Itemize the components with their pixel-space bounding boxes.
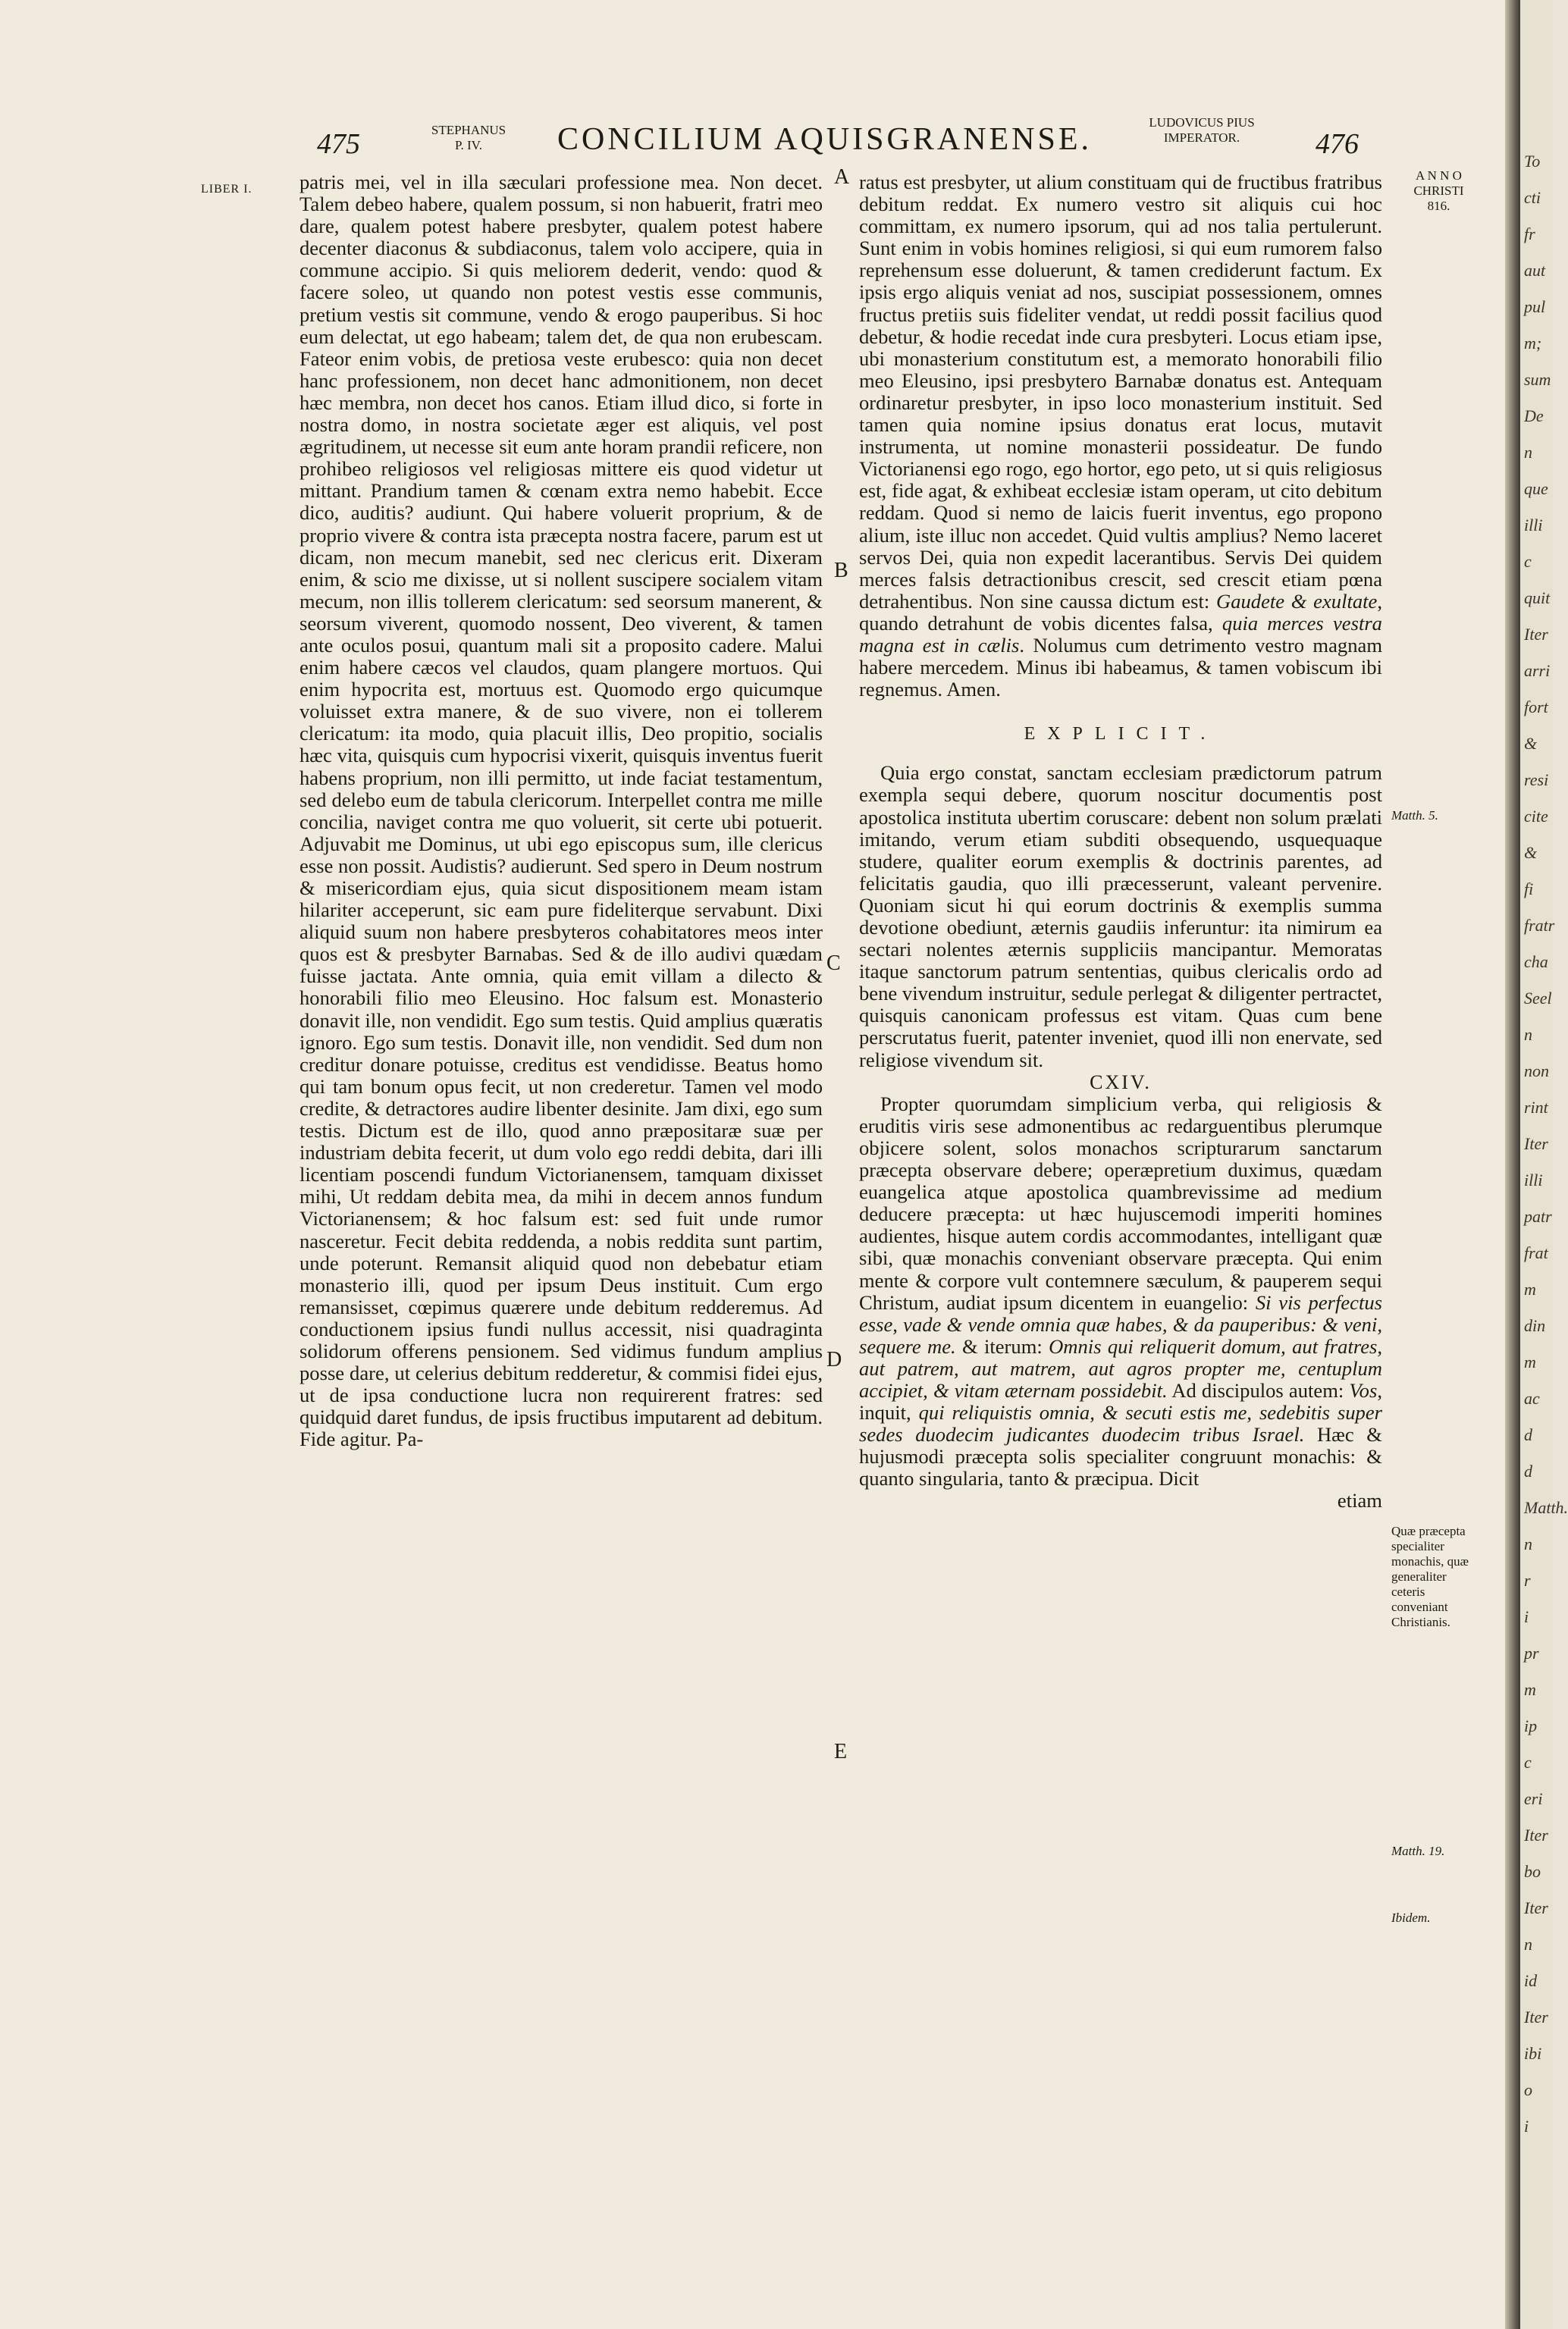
margin-note-ibidem: Ibidem. xyxy=(1391,1911,1431,1925)
section-letter-a: A xyxy=(834,165,850,189)
left-column-text: patris mei, vel in illa sæculari professione mea. Non decet. Talem debeo habere, qualem possum, si non habuerit, fratri meo dare, qualem potest habere presbyter, qualem potest habere decenter diaconus & subdiaconus, talem volo accipere, quia in commune accipio. Si quis meliorem dederit, vendo: quod & facere soleo, ut quando non potest vestis esse communis, pretium vestis sit commune, vendo & erogo pauperibus. Si hoc eum delectat, ut ego habeam; talem det, de qua non erubescam. Fateor enim vobis, de pretiosa veste erubesco: quia non decet hanc professionem, non decet hanc admonitionem, non decet hæc membra, non decet hos canos. Etiam illud dico, si forte in nostra domo, in nostra societate æger est aliquis, vel post ægritudinem, ut necesse sit eum ante horam prandii reficere, non prohibeo religiosos vel religiosas mittere eis quod videtur ut mittant. Prandium tamen & cœnam extra nemo habebit. Ecce dico, auditis? audiunt. Qui habere voluerit proprium, & de proprio vivere & contra ista præcepta nostra facere, parum est ut dicam, non mecum manebit, sed nec clericus erit. Dixeram enim, & scio me dixisse, ut si nollent suscipere socialem vitam mecum, non illis tollerem clericatum: sed seorsum manerent, & seorsum viverent, quomodo nossent, Deo viverent, & tamen ante oculos posui, quantum mali sit a proposito cadere. Malui enim habere cæcos vel claudos, quam plangere mortuos. Qui enim hypocrita est, mortuus est. Quomodo ergo quicumque voluisset extra manere, & de suo vivere, non ei tollerem clericatum: ita modo, quia placuit illis, Deo propitio, socialis hæc vita, quisquis cum hypocrisi vixerit, quisquis inventus fuerit habens proprium, non illi permitto, ut inde faciat testamentum, sed delebo eum de tabula clericorum. Interpellet contra me mille concilia, naviget contra me quo voluerit, sit certe ubi potuerit. Adjuvabit me Dominus, ut ubi ego episcopus sum, ille clericus esse non possit. Audistis? audierunt. Sed spero in Deum nostrum & misericordiam ejus, quia sicut dispositionem meam istam hilariter acceperunt, sic eam pure fideliterque servabunt. Dixi aliquid suum non habere presbyteros cohabitatores meos inter quos est & presbyter Barnabas. Sed & de illo audivi quædam fuisse jactata. Ante omnia, quia emit villam a dilecto & honorabili filio meo Eleusino. Hoc falsum est. Monasterio donavit ille, non vendidit. Ego sum testis. Quid amplius quæratis ignoro. Ego sum testis. Donavit ille, non vendidit. Sed dum non creditur donare potuisse, creditus est vendidisse. Beatus homo qui tam bonum opus fecit, ut non crederetur. Tamen vel modo credite, & detractores audire libenter desinite. Jam dixi, ego sum testis. Dictum est de illo, quod anno præpositaræ suæ per industriam debita fecerit, ut dum volo ego reddi debita, dari illi licentiam poscendi fundum Victorianensem, tamquam dixisset mihi, Ut reddam debita mea, da mihi in decem annos fundum Victorianensem; & hoc falsum est: sed fuit unde rumor nasceretur. Fecit debita reddenda, a nobis reddita sunt partim, unde poterunt. Remansit aliquid quod non debebatur etiam monasterio illi, quod per ipsum Deus instituit. Cum ergo remansisset, cœpimus quærere unde debitum redderemus. Ad conductionem ipsius fundi nullus accessit, nisi quadraginta solidorum offerens pensionem. Sed vidimus fundum amplius posse dare, ut celerius debitum redderetur, & commisi fidei ejus, ut de ipsa conductione lucra non requirerent fratres: sed quidquid daret fundus, de ipsis fructibus imputarent ad debitum. Fide agitur. Pa- xyxy=(299,171,823,1451)
margin-note-praecepta: Quæ præcepta specialiter monachis, quæ generaliter ceteris conveniant Christianis. xyxy=(1391,1524,1469,1629)
page-number-right: 476 xyxy=(1316,128,1359,160)
next-page-fragment: cite xyxy=(1524,807,1548,826)
next-page-fragment: sum xyxy=(1524,370,1551,389)
margin-year: A N N O CHRISTI 816. xyxy=(1413,168,1464,213)
next-page-fragment: d xyxy=(1524,1462,1532,1481)
next-page-fragment: aut xyxy=(1524,261,1546,280)
next-page-fragment: quit xyxy=(1524,588,1551,607)
next-page-fragment: fort xyxy=(1524,697,1548,716)
next-page-fragment: din xyxy=(1524,1316,1546,1335)
next-page-fragment: pr xyxy=(1524,1644,1539,1663)
quote-merces: quia merces vestra magna est in cælis xyxy=(859,611,1382,657)
next-page-fragment: Matth. xyxy=(1524,1498,1568,1517)
next-page-fragment: arri xyxy=(1524,661,1551,680)
next-page-fragment: illi xyxy=(1524,516,1543,534)
next-page-fragment: n xyxy=(1524,1025,1532,1044)
running-head-left: STEPHANUS P. IV. xyxy=(431,123,506,152)
section-letter-b: B xyxy=(834,559,848,582)
next-page-fragment: c xyxy=(1524,552,1532,571)
next-page-fragment: patr xyxy=(1524,1207,1552,1226)
next-page-fragment: c xyxy=(1524,1753,1532,1772)
next-page-fragment: & xyxy=(1524,734,1538,753)
next-page-fragment: bo xyxy=(1524,1862,1541,1881)
next-page-fragment: o xyxy=(1524,2080,1532,2099)
paragraph-propter: Propter quorumdam simplicium verba, qui religiosis & eruditis viris sese admonentibus ac redarguentibus plerumque objicere solent, solos monachos scripturarum sanctarum præcepta observare debere; operæpretium duximus, quædam euangelica atque apostolica quambrevissime ad medium deducere præcepta: ut hæc hujuscemodi imperiti homines audientes, hisque autem cordis accommodantes, intelligant quæ sibi, quæ monachis conveniant observare præcepta. Qui enim mente & corpore vult contemnere sæculum, & pauperem sequi Christum, audiat ipsum dicentem in euangelio: Si vis perfectus esse, vade & vende omnia quæ habes, & da pauperibus: & veni, sequere me. & iterum: Omnis qui reliquerit domum, aut fratres, aut patrem, aut matrem, aut agros propter me, centuplum accipiet, & vitam æternam possidebit. Ad discipulos autem: Vos, inquit, qui reliquistis omnia, & secuti estis me, sedebitis super sedes duodecim judicantes duodecim tribus Israel. Hæc & hujusmodi præcepta solis specialiter congruunt monachis: & quanto singularia, tanto & præcipua. Dicit xyxy=(859,1092,1383,1490)
next-page-fragment: m; xyxy=(1524,334,1542,353)
paragraph-quia-ergo: Quia ergo constat, sanctam ecclesiam prædictorum patrum exempla sequi debere, quorum noscitur documentis post apostolica instituta ubertim coruscare: debent non solum prælati imitando, verum etiam subditi obsequendo, usquequaque studere, qualiter eorum exemplis & doctrinis parentes, ad felicitatis gaudia, quo illi præcesserunt, valeant pervenire. Quoniam sicut hi qui eorum doctrinis & exemplis summa devotione obediunt, æternis gaudiis inferuntur: ita nimirum ea sectari nolentes æternis suppliciis mancipantur. Memoratas itaque sanctorum patrum sententias, quibus clericalis ordo ad bene vivendum instruitur, sedule perlegat & diligenter pertractet, quisquis canonicam professus est vitam. Quas cum bene perscrutatus fuerit, patenter inveniet, quod illi non enervate, sed religiose vivendum sit. xyxy=(859,761,1382,1071)
left-column xyxy=(299,171,823,1450)
margin-note-matth19: Matth. 19. xyxy=(1391,1844,1445,1858)
book-gutter xyxy=(1505,0,1520,2329)
next-page-fragment: De xyxy=(1524,406,1544,425)
right-column xyxy=(859,171,1382,1512)
next-page-fragment: Iter xyxy=(1524,625,1548,644)
next-page-fragment: ip xyxy=(1524,1716,1538,1735)
next-page-fragment: m xyxy=(1524,1280,1536,1299)
margin-liber: LIBER I. xyxy=(201,183,252,196)
next-page-fragment: frat xyxy=(1524,1243,1548,1262)
next-page-fragment: n xyxy=(1524,1534,1532,1553)
next-page-fragment: non xyxy=(1524,1061,1549,1080)
chapter-heading: CXIV. xyxy=(1090,1070,1152,1093)
page-title: CONCILIUM AQUISGRANENSE. xyxy=(557,122,1093,157)
section-letter-d: D xyxy=(826,1348,842,1371)
margin-note-matth5: Matth. 5. xyxy=(1391,808,1438,823)
next-page-fragment: ac xyxy=(1524,1389,1540,1408)
next-page-fragment: m xyxy=(1524,1353,1536,1371)
next-page-fragment: d xyxy=(1524,1425,1532,1444)
next-page-fragment: fr xyxy=(1524,224,1535,243)
next-page-fragment: fratr xyxy=(1524,916,1555,935)
next-page-fragment: illi xyxy=(1524,1171,1543,1190)
explicit-heading: EXPLICIT. xyxy=(1024,724,1218,744)
next-page-fragment: i xyxy=(1524,1607,1529,1626)
section-letter-e: E xyxy=(834,1740,848,1763)
next-page-fragment: Iter xyxy=(1524,1898,1548,1917)
next-page-fragment: cha xyxy=(1524,952,1548,971)
running-header xyxy=(0,114,1505,167)
next-page-fragment: pul xyxy=(1524,297,1546,316)
next-page-fragment: ibi xyxy=(1524,2044,1542,2063)
next-page-fragment: cti xyxy=(1524,188,1541,207)
catchword: etiam xyxy=(1337,1489,1382,1512)
next-page-fragment: Iter xyxy=(1524,1134,1548,1153)
next-page-fragment: Iter xyxy=(1524,2008,1548,2027)
next-page-fragment: Iter xyxy=(1524,1826,1548,1845)
next-page-fragment: n xyxy=(1524,1935,1532,1954)
next-page-fragment: m xyxy=(1524,1680,1536,1699)
next-page-fragment: r xyxy=(1524,1571,1531,1590)
quote-gaudete: Gaudete & exultate xyxy=(1215,589,1378,613)
running-head-right: LUDOVICUS PIUS IMPERATOR. xyxy=(1149,115,1255,145)
next-page-fragment: rint xyxy=(1524,1098,1548,1117)
paragraph-sermon-end: ratus est presbyter, ut alium constituam qui de fructibus fratribus debitum reddat. Ex numero vestro sit aliquis cui hoc committam, ex numero ipsorum, qui ad nos talia pertulerunt. Sunt enim in vobis homines religiosi, si qui eum rumorem falso reprehensum esse doluerunt, & tamen crediderunt factum. Ex ipsis ergo aliquis veniat ad nos, suscipiat possessionem, omnes fructus pretiis suis fideliter vendat, ut reddi possit facilius quod debetur, & hodie recedat inde cura presbyteri. Locus etiam ipse, ubi monasterium constitutum est, a memorato honorabili filio meo Eleusino, ipsi presbytero Barnabæ donatus est. Antequam ordinaretur presbyter, in ipso loco monasterium instituit. Sed tamen quia nomine ipsius donatus erat locus, mutavit instrumenta, ut nomine monasterii possideatur. De fundo Victorianensi ego rogo, ego hortor, ego peto, ut si quis religiosus est, fide agat, & exhibeat ecclesiæ istam operam, ut cito debitum reddam. Quod si nemo de laicis fuerit inventus, ego propono alium, iste illuc non accedet. Quid vultis amplius? Nemo laceret servos Dei, quia non expedit lacerantibus. Servis Dei quidem merces falsis detractionibus crescit, sed crescit etiam pœna detrahentibus. Non sine caussa dictum est: Gaudete & exultate, quando detrahunt de vobis dicentes falsa, quia merces vestra magna est in cælis. Nolumus cum detrimento vestro magnam habere mercedem. Minus ibi habeamus, & tamen vobiscum ibi regnemus. Amen. xyxy=(859,171,1383,701)
next-page-fragment: que xyxy=(1524,479,1548,498)
next-page-fragment: Seel xyxy=(1524,989,1552,1008)
next-page-fragment: & xyxy=(1524,843,1538,862)
next-page-fragment: eri xyxy=(1524,1789,1543,1808)
next-page-fragment: n xyxy=(1524,443,1532,462)
next-page-fragment: To xyxy=(1524,152,1541,171)
next-page-fragment: fi xyxy=(1524,879,1534,898)
next-page-fragment: i xyxy=(1524,2117,1529,2136)
page-number-left: 475 xyxy=(317,128,360,160)
next-page-fragment: resi xyxy=(1524,770,1549,789)
next-page-fragment: id xyxy=(1524,1971,1538,1990)
section-letter-c: C xyxy=(826,951,841,975)
